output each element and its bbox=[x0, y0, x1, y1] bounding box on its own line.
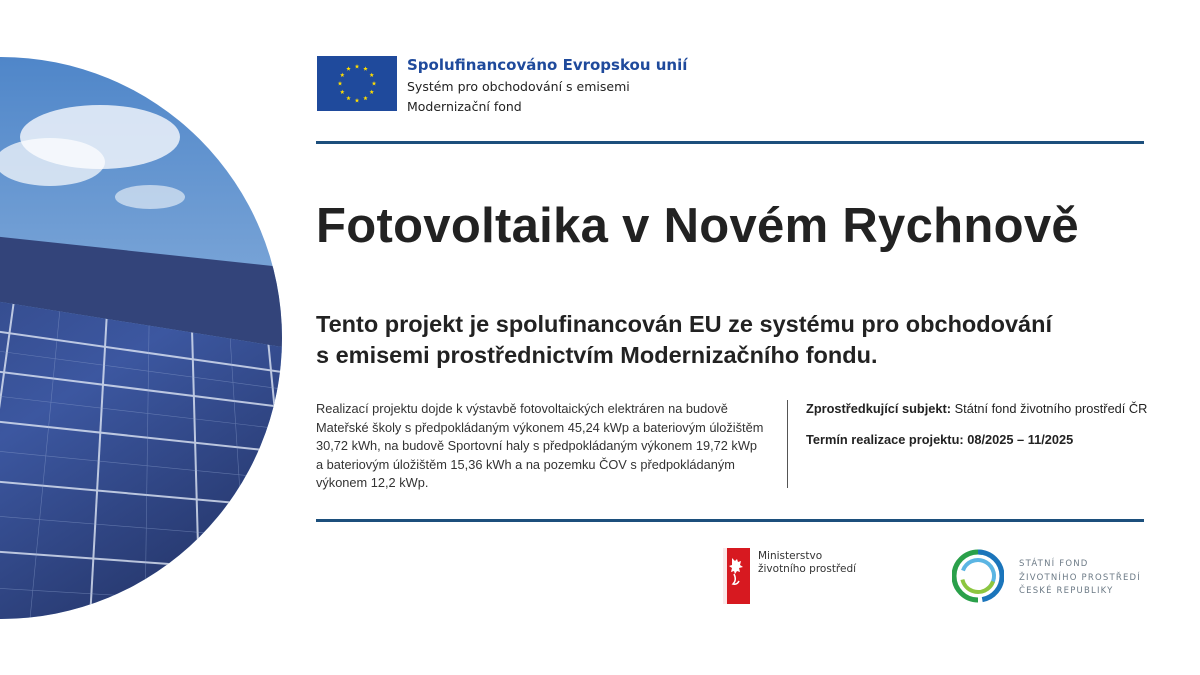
term-value: 08/2025 – 11/2025 bbox=[967, 432, 1074, 447]
description-line-3: 30,72 kWh, na budově Sportovní haly s předpokládaným výkonem 19,72 kWp bbox=[316, 438, 758, 453]
eu-star-icon bbox=[369, 90, 374, 94]
eu-cofinancing-header bbox=[317, 56, 687, 117]
sfzp-line-2: ŽIVOTNÍHO PROSTŘEDÍ bbox=[1019, 572, 1141, 583]
eu-star-icon bbox=[340, 73, 345, 77]
eu-star-icon bbox=[338, 81, 343, 85]
eu-title: Spolufinancováno Evropskou unií bbox=[407, 56, 688, 74]
sfzp-emblem-icon bbox=[952, 549, 1004, 608]
description-line-4: a bateriovým úložištěm 15,36 kWh a na pozemku ČOV s předpokládaným bbox=[316, 456, 735, 472]
description-line-2: Mateřské školy s předpokládaným výkonem 45,24 kWp a bateriovým úložištěm bbox=[316, 419, 764, 435]
eu-star-icon bbox=[363, 96, 368, 100]
sfzp-line-3: ČESKÉ REPUBLIKY bbox=[1019, 586, 1114, 597]
term-label: Termín realizace projektu: bbox=[806, 432, 964, 447]
eu-star-icon bbox=[372, 81, 377, 85]
subtitle-line-2: s emisemi prostřednictvím Modernizačního fondu. bbox=[316, 342, 878, 368]
project-subtitle bbox=[316, 309, 1136, 371]
vertical-divider bbox=[787, 400, 788, 488]
ministry-text bbox=[758, 550, 856, 576]
eu-text bbox=[407, 56, 687, 117]
ministry-logo bbox=[723, 548, 856, 604]
page-title: Fotovoltaika v Novém Rychnově bbox=[316, 199, 1079, 253]
project-info bbox=[806, 400, 1166, 462]
eu-star-icon bbox=[346, 66, 351, 70]
eu-star-icon bbox=[363, 66, 368, 70]
eu-star-icon bbox=[340, 90, 345, 94]
sfzp-text bbox=[1019, 558, 1141, 599]
ministry-line-2: životního prostředí bbox=[758, 563, 857, 575]
description-line-1: Realizací projektu dojde k výstavbě fotovoltaických elektráren na budově bbox=[316, 401, 728, 416]
eu-flag-icon bbox=[317, 56, 397, 111]
ministry-line-1: Ministerstvo bbox=[758, 550, 823, 562]
subtitle-line-1: Tento projekt je spolufinancován EU ze systému pro obchodování bbox=[316, 311, 1053, 337]
top-divider bbox=[316, 141, 1144, 144]
bottom-divider bbox=[316, 519, 1144, 522]
solar-panels-photo bbox=[0, 57, 282, 619]
eu-star-icon bbox=[369, 73, 374, 77]
ministry-emblem-icon bbox=[723, 548, 750, 604]
eu-line-1: Systém pro obchodování s emisemi bbox=[407, 79, 630, 94]
eu-star-icon bbox=[355, 98, 360, 102]
intermediary-row bbox=[806, 400, 1166, 418]
intermediary-value: Státní fond životního prostředí ČR bbox=[954, 401, 1148, 416]
eu-star-icon bbox=[346, 96, 351, 100]
sfzp-line-1: STÁTNÍ FOND bbox=[1019, 559, 1089, 570]
description-line-5: výkonem 12,2 kWp. bbox=[316, 475, 429, 490]
sfzp-logo bbox=[952, 549, 1141, 608]
term-row bbox=[806, 431, 1166, 449]
eu-line-2: Modernizační fond bbox=[407, 99, 522, 114]
eu-star-icon bbox=[355, 64, 360, 68]
project-description bbox=[316, 400, 766, 493]
intermediary-label: Zprostředkující subjekt: bbox=[806, 401, 952, 416]
